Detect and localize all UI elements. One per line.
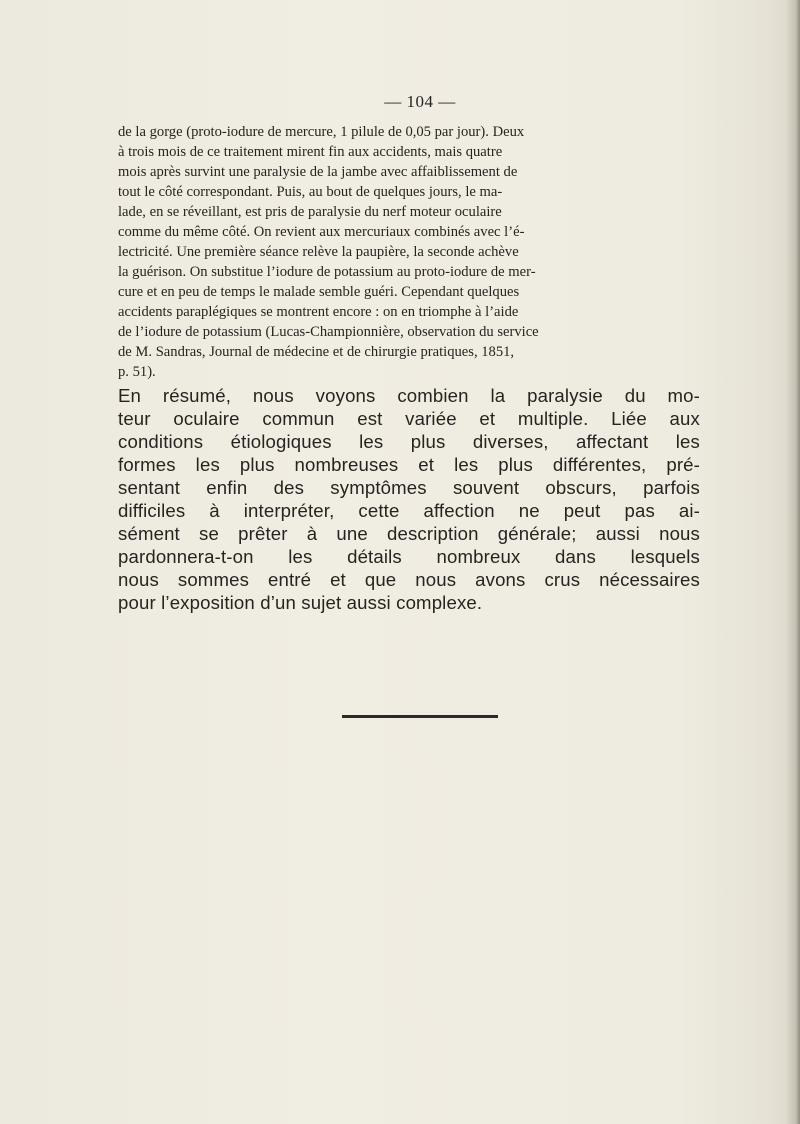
text-line: lade, en se réveillant, est pris de paralysie du nerf moteur oculaire [118,204,502,220]
text-line: lectricité. Une première séance relève la paupière, la seconde achève [118,244,519,260]
text-line: pardonnera-t-on les détails nombreux dans lesquels [118,546,700,567]
text-line: difficiles à interpréter, cette affection ne peut pas ai- [118,500,700,521]
text-line: sentant enfin des symptômes souvent obscurs, parfois [118,477,700,498]
citation-line: de M. Sandras, Journal de médecine et de chirurgie pratiques, 1851, [118,344,515,360]
text-line: conditions étiologiques les plus diverses, affectant les [118,431,700,452]
text-line: p. 51). [118,364,156,380]
text-line: nous sommes entré et que nous avons crus nécessaires [118,569,700,590]
text-line: formes les plus nombreuses et les plus différentes, pré- [118,454,700,475]
text-line: de l’iodure de potassium (Lucas-Championnière, observation du service [118,324,539,340]
text-line: comme du même côté. On revient aux mercuriaux combinés avec l’é- [118,224,525,240]
summary-paragraph [118,384,700,614]
text-line: la guérison. On substitue l’iodure de potassium au proto-iodure de mer- [118,264,536,280]
end-rule [342,715,498,718]
text-line: cure et en peu de temps le malade semble guéri. Cependant quelques [118,284,520,300]
text-line: tout le côté correspondant. Puis, au bout de quelques jours, le ma- [118,184,503,200]
text-line: teur oculaire commun est variée et multiple. Liée aux [118,408,700,429]
text-line: mois après survint une paralysie de la jambe avec affaiblissement de [118,164,518,180]
text-line: de la gorge (proto-iodure de mercure, 1 pilule de 0,05 par jour). Deux [118,124,525,140]
text-line: pour l’exposition d’un sujet aussi complexe. [118,592,483,613]
text-line: sément se prêter à une description générale; aussi nous [118,523,700,544]
text-line: à trois mois de ce traitement mirent fin aux accidents, mais quatre [118,144,503,160]
text-line: accidents paraplégiques se montrent encore : on en triomphe à l’aide [118,304,519,320]
page-number: — 104 — [384,92,456,111]
page-edge-shadow [786,0,800,1124]
text-line: En résumé, nous voyons combien la paralysie du mo- [118,385,700,406]
small-print-paragraph [118,122,700,382]
